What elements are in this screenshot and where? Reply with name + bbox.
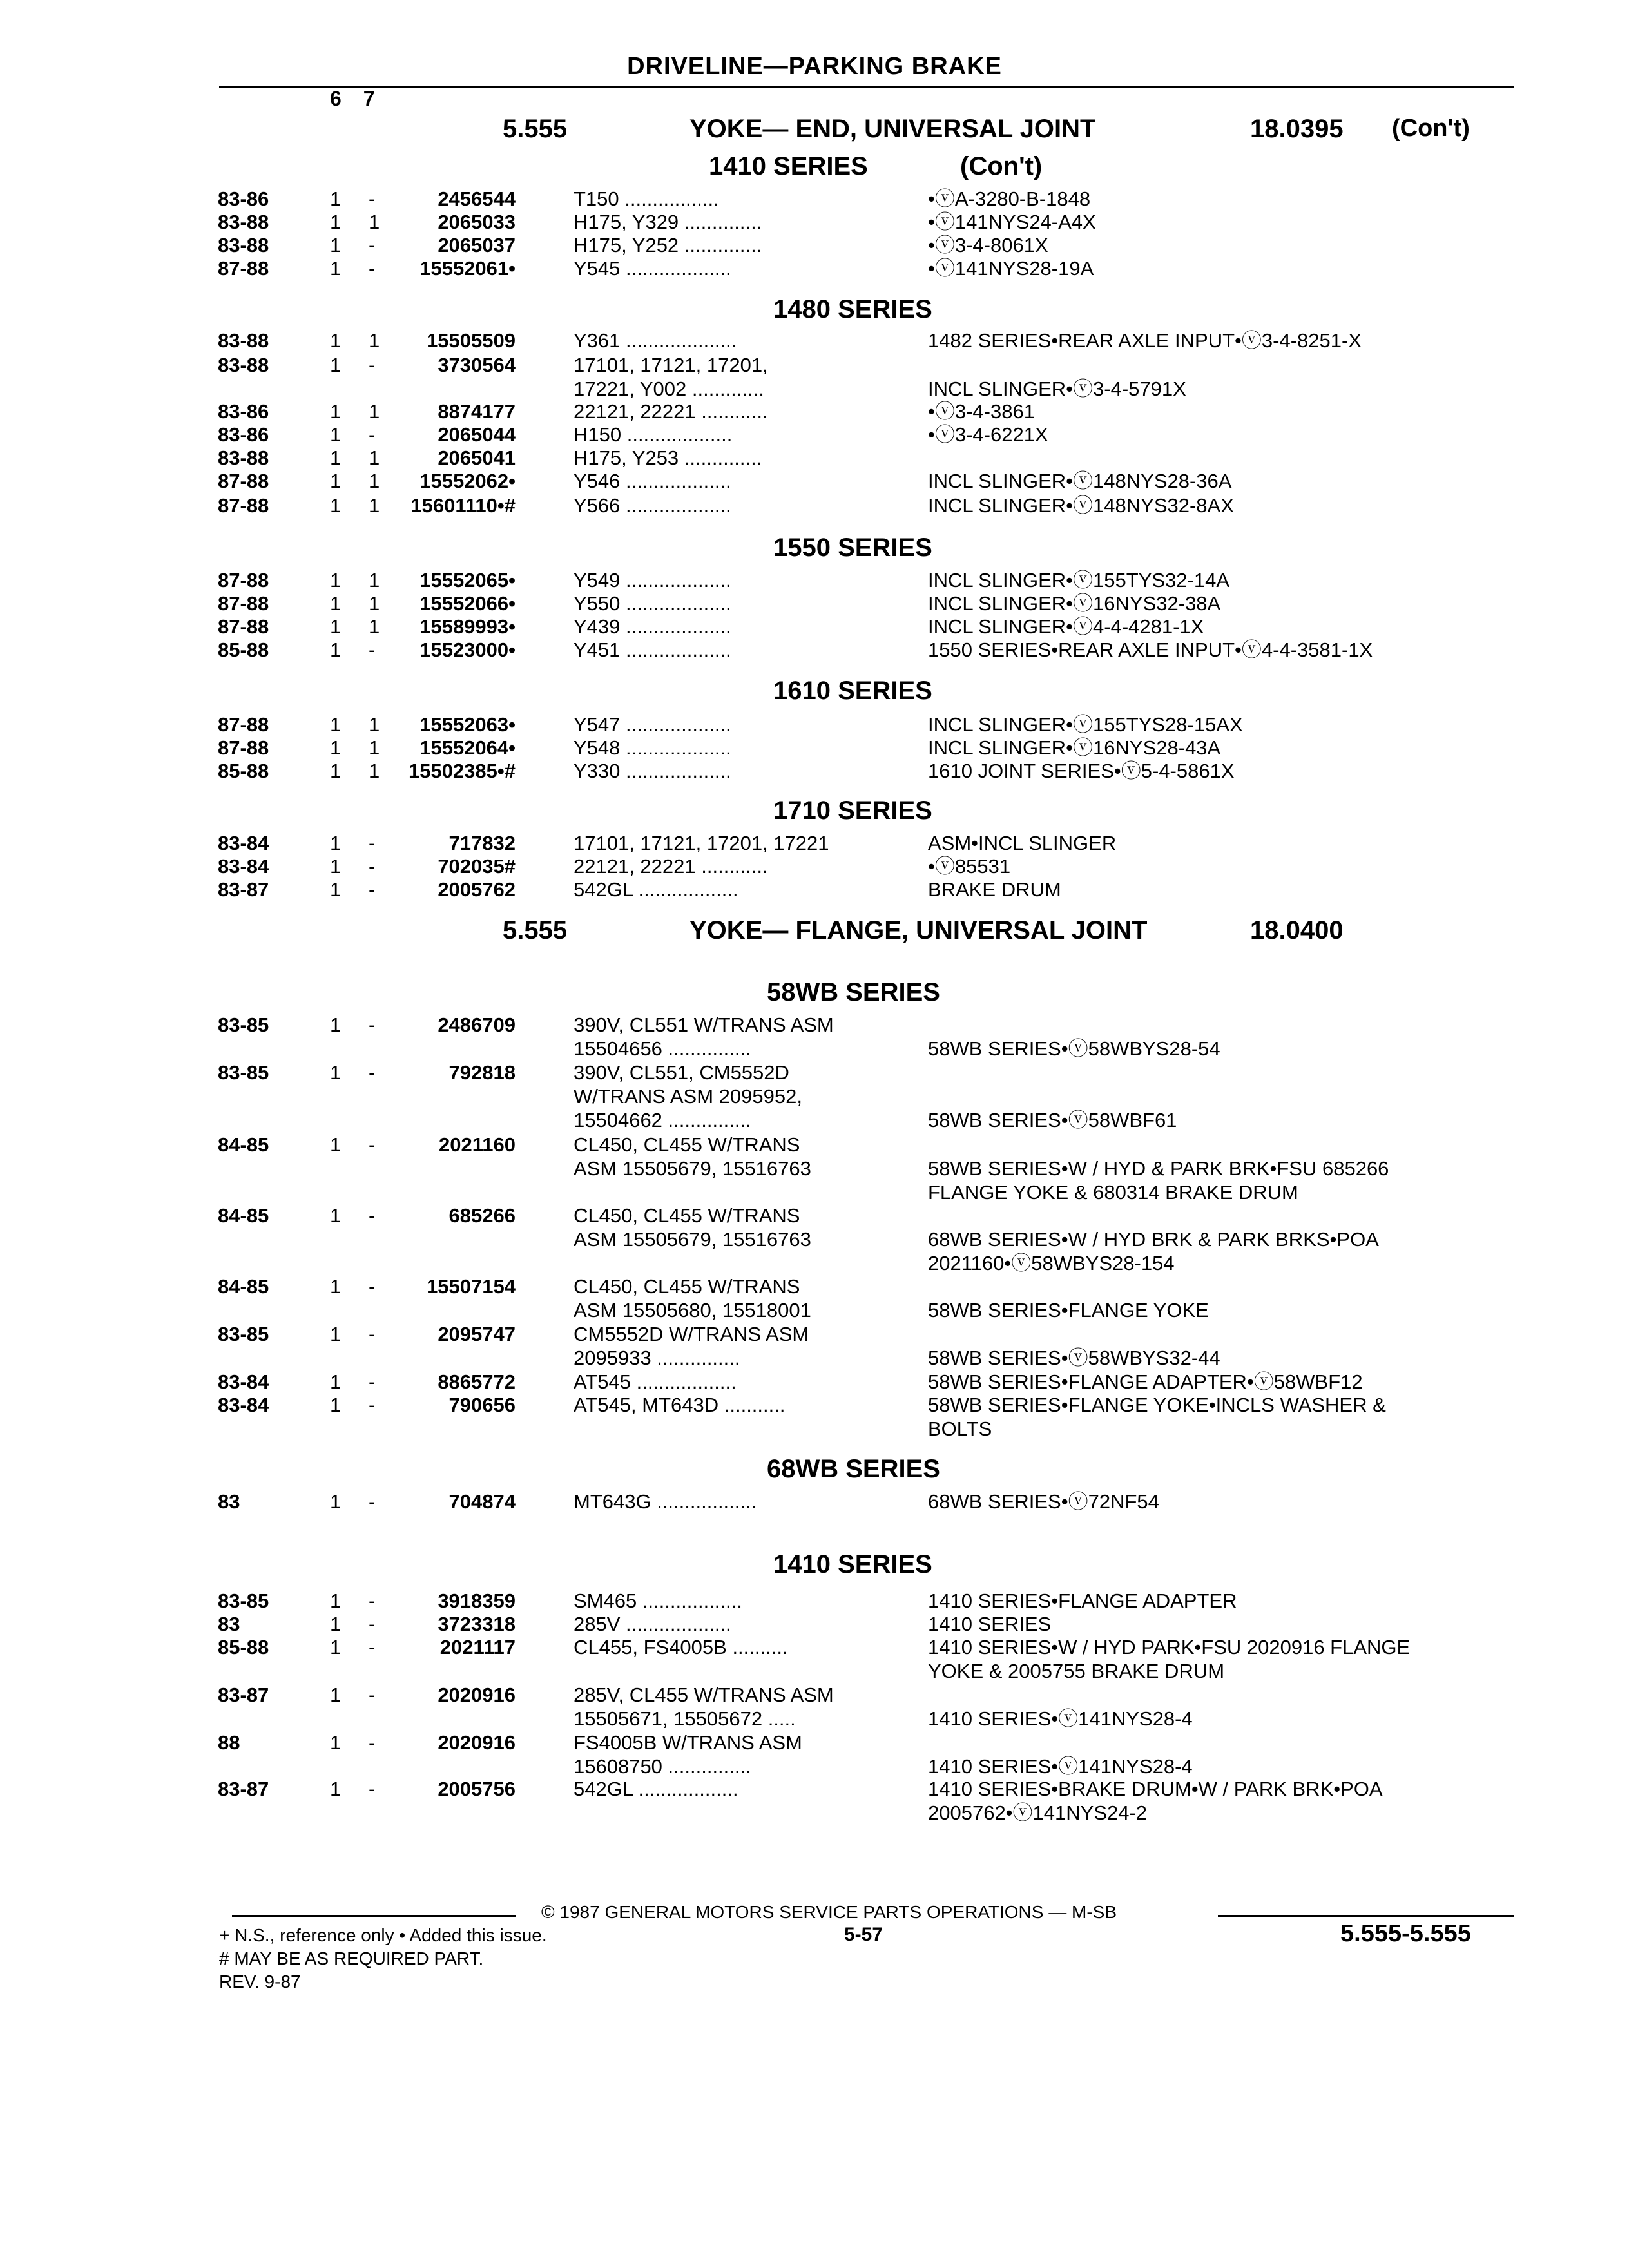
series-heading-1710 [773, 796, 1160, 829]
description: 58WB SERIES•W / HYD & PARK BRK•FSU 685266 FLANGE YOKE & 680314 BRAKE DRUM [928, 1157, 1389, 1204]
year-range: 83-87 [218, 1778, 269, 1800]
year-range: 88 [218, 1731, 240, 1754]
part-number: 717832 [448, 832, 516, 854]
year-range: 87-88 [218, 569, 269, 591]
qty-col-6: 1 [330, 423, 342, 446]
application: 17101, 17121, 17201, 17221 [574, 832, 829, 854]
group-name: YOKE— FLANGE, UNIVERSAL JOINT [689, 916, 1148, 945]
qty-col-7: - [369, 878, 376, 901]
description: 1410 SERIES•ⓥ141NYS28-4 [928, 1755, 1193, 1778]
part-number: 790656 [448, 1394, 516, 1416]
application: Y566 ................... [574, 494, 731, 517]
part-number: 2005762 [438, 878, 516, 901]
qty-col-7: 1 [369, 494, 380, 517]
application: FS4005B W/TRANS ASM 15608750 ............... [574, 1731, 802, 1778]
qty-col-7: 1 [369, 569, 380, 591]
qty-col-7: - [369, 1014, 376, 1036]
footnote-required: # MAY BE AS REQUIRED PART. [219, 1948, 484, 1968]
qty-col-6: 1 [330, 1204, 342, 1227]
qty-col-7: 1 [369, 713, 380, 736]
qty-col-7: - [369, 1394, 376, 1416]
group-number: 18.0395 [1250, 115, 1344, 143]
year-range: 83-84 [218, 832, 269, 854]
year-range: 84-85 [218, 1275, 269, 1298]
description: 58WB SERIES•ⓥ58WBF61 [928, 1109, 1177, 1131]
qty-col-6: 1 [330, 592, 342, 615]
part-number: 15589993• [419, 615, 516, 638]
part-number: 15502385•# [408, 760, 516, 782]
application: 17101, 17121, 17201, 17221, Y002 ............. [574, 354, 768, 400]
description: INCL SLINGER•ⓥ16NYS28-43A [928, 736, 1221, 759]
part-number: 8874177 [438, 400, 516, 423]
application: H150 ................... [574, 423, 733, 446]
qty-col-6: 1 [330, 1275, 342, 1298]
series-heading-1410-flange [773, 1550, 1160, 1582]
qty-col-6: 1 [330, 187, 342, 210]
series-name: 1410 SERIES [773, 1550, 932, 1579]
year-range: 87-88 [218, 615, 269, 638]
year-range: 83-84 [218, 1370, 269, 1393]
application: Y547 ................... [574, 713, 731, 736]
part-number: 2020916 [438, 1731, 516, 1754]
application: Y439 ................... [574, 615, 731, 638]
description: INCL SLINGER•ⓥ16NYS32-38A [928, 592, 1221, 615]
qty-col-7: - [369, 187, 376, 210]
year-range: 83-88 [218, 234, 269, 256]
year-range: 83-85 [218, 1014, 269, 1036]
description: •ⓥ141NYS24-A4X [928, 211, 1096, 233]
qty-col-7: 1 [369, 615, 380, 638]
continued-label: (Con't) [1392, 115, 1470, 142]
qty-col-7: - [369, 354, 376, 376]
continued-label: (Con't) [960, 152, 1043, 180]
part-number: 15552063• [419, 713, 516, 736]
qty-col-7: 1 [369, 592, 380, 615]
year-range: 83-88 [218, 211, 269, 233]
application: 22121, 22221 ............ [574, 855, 768, 878]
group-heading-flange-yoke [0, 916, 1629, 952]
series-name: 1410 SERIES [709, 152, 868, 180]
group-code: 5.555 [503, 115, 568, 143]
series-heading-1550 [773, 533, 1160, 566]
application: H175, Y252 .............. [574, 234, 762, 256]
description: 1410 SERIES [928, 1613, 1052, 1635]
qty-col-6: 1 [330, 211, 342, 233]
qty-col-6: 1 [330, 1590, 342, 1612]
year-range: 84-85 [218, 1133, 269, 1156]
qty-col-7: - [369, 1133, 376, 1156]
qty-col-6: 1 [330, 329, 342, 352]
qty-col-7: - [369, 1684, 376, 1706]
year-range: 83-86 [218, 400, 269, 423]
series-name: 68WB SERIES [767, 1455, 940, 1483]
application: CL450, CL455 W/TRANS ASM 15505679, 15516763 [574, 1133, 811, 1180]
qty-col-7: - [369, 1613, 376, 1635]
description: •ⓥA-3280-B-1848 [928, 187, 1091, 210]
qty-col-7: 1 [369, 470, 380, 492]
part-number: 2065041 [438, 447, 516, 469]
part-number: 3723318 [438, 1613, 516, 1635]
qty-col-7: - [369, 832, 376, 854]
year-range: 84-85 [218, 1204, 269, 1227]
qty-col-7: 1 [369, 447, 380, 469]
year-range: 83-87 [218, 1684, 269, 1706]
group-code: 5.555 [503, 916, 568, 945]
footnote-ns: + N.S., reference only • Added this issue. [219, 1925, 547, 1945]
series-heading-1610 [773, 677, 1160, 709]
qty-col-6: 1 [330, 257, 342, 280]
series-name: 1550 SERIES [773, 533, 932, 562]
year-range: 83 [218, 1613, 240, 1635]
part-number: 704874 [448, 1490, 516, 1513]
qty-col-7: - [369, 1636, 376, 1658]
description: INCL SLINGER•ⓥ3-4-5791X [928, 378, 1186, 400]
qty-col-7: - [369, 1323, 376, 1345]
column-numbers [330, 87, 397, 111]
series-heading-1480 [773, 295, 1160, 327]
qty-col-6: 1 [330, 878, 342, 901]
qty-col-6: 1 [330, 1490, 342, 1513]
page-title: DRIVELINE—PARKING BRAKE [627, 53, 1002, 80]
description: 68WB SERIES•W / HYD BRK & PARK BRKS•POA 2021160•ⓥ58WBYS28-154 [928, 1228, 1379, 1274]
col-7-label: 7 [363, 87, 375, 110]
application: H175, Y253 .............. [574, 447, 762, 469]
qty-col-6: 1 [330, 1323, 342, 1345]
part-number: 15552064• [419, 736, 516, 759]
col-6-label: 6 [330, 87, 342, 110]
application: T150 ................. [574, 187, 719, 210]
qty-col-6: 1 [330, 447, 342, 469]
part-number: 2065033 [438, 211, 516, 233]
application: Y361 .................... [574, 329, 737, 352]
footer-rule-right [1218, 1915, 1514, 1917]
group-heading-end-yoke [0, 115, 1629, 151]
application: CL455, FS4005B .......... [574, 1636, 788, 1658]
qty-col-6: 1 [330, 1370, 342, 1393]
description: INCL SLINGER•ⓥ148NYS32-8AX [928, 494, 1234, 517]
year-range: 87-88 [218, 592, 269, 615]
qty-col-6: 1 [330, 760, 342, 782]
series-name: 1710 SERIES [773, 796, 932, 825]
part-number: 8865772 [438, 1370, 516, 1393]
qty-col-7: - [369, 1061, 376, 1084]
qty-col-6: 1 [330, 639, 342, 661]
qty-col-6: 1 [330, 354, 342, 376]
series-name: 1610 SERIES [773, 677, 932, 705]
qty-col-6: 1 [330, 832, 342, 854]
part-number: 15601110•# [410, 494, 516, 517]
description: ASM•INCL SLINGER [928, 832, 1117, 854]
year-range: 83-86 [218, 187, 269, 210]
application: Y330 ................... [574, 760, 731, 782]
part-number: 2020916 [438, 1684, 516, 1706]
year-range: 83-88 [218, 447, 269, 469]
qty-col-7: 1 [369, 211, 380, 233]
qty-col-6: 1 [330, 400, 342, 423]
qty-col-6: 1 [330, 1061, 342, 1084]
part-number: 15552061• [419, 257, 516, 280]
description: INCL SLINGER•ⓥ148NYS28-36A [928, 470, 1232, 492]
description: •ⓥ3-4-3861 [928, 400, 1035, 423]
part-number: 2065044 [438, 423, 516, 446]
year-range: 83-85 [218, 1590, 269, 1612]
part-number: 2065037 [438, 234, 516, 256]
qty-col-7: - [369, 855, 376, 878]
qty-col-7: 1 [369, 329, 380, 352]
description: 58WB SERIES•FLANGE YOKE•INCLS WASHER & BOLTS [928, 1394, 1386, 1440]
qty-col-7: - [369, 1778, 376, 1800]
part-number: 702035# [438, 855, 516, 878]
qty-col-6: 1 [330, 234, 342, 256]
year-range: 83-88 [218, 329, 269, 352]
page-number: 5-57 [844, 1924, 883, 1945]
year-range: 87-88 [218, 736, 269, 759]
year-range: 83-87 [218, 878, 269, 901]
year-range: 87-88 [218, 470, 269, 492]
application: SM465 .................. [574, 1590, 742, 1612]
description: •ⓥ3-4-8061X [928, 234, 1048, 256]
year-range: 83-86 [218, 423, 269, 446]
part-number: 3918359 [438, 1590, 516, 1612]
qty-col-6: 1 [330, 713, 342, 736]
qty-col-7: - [369, 234, 376, 256]
part-number: 2486709 [438, 1014, 516, 1036]
year-range: 85-88 [218, 760, 269, 782]
description: 68WB SERIES•ⓥ72NF54 [928, 1490, 1159, 1513]
qty-col-6: 1 [330, 855, 342, 878]
year-range: 83-85 [218, 1323, 269, 1345]
qty-col-6: 1 [330, 1778, 342, 1800]
qty-col-6: 1 [330, 569, 342, 591]
application: CL450, CL455 W/TRANS ASM 15505679, 15516763 [574, 1204, 811, 1251]
part-number: 15552066• [419, 592, 516, 615]
part-number: 15505509 [427, 329, 516, 352]
part-number: 2021160 [439, 1133, 516, 1156]
qty-col-6: 1 [330, 1394, 342, 1416]
qty-col-6: 1 [330, 494, 342, 517]
qty-col-7: - [369, 1590, 376, 1612]
qty-col-6: 1 [330, 1636, 342, 1658]
qty-col-6: 1 [330, 1014, 342, 1036]
description: 58WB SERIES•FLANGE YOKE [928, 1299, 1209, 1321]
description: INCL SLINGER•ⓥ155TYS32-14A [928, 569, 1230, 591]
application: 390V, CL551 W/TRANS ASM 15504656 ............... [574, 1014, 834, 1060]
qty-col-7: - [369, 1490, 376, 1513]
qty-col-7: - [369, 1731, 376, 1754]
application: Y546 ................... [574, 470, 731, 492]
description: 58WB SERIES•ⓥ58WBYS32-44 [928, 1347, 1220, 1369]
part-number: 15552065• [419, 569, 516, 591]
description: 1410 SERIES•FLANGE ADAPTER [928, 1590, 1237, 1612]
application: 390V, CL551, CM5552D W/TRANS ASM 2095952, 15504662 ............... [574, 1061, 802, 1131]
series-name: 58WB SERIES [767, 978, 940, 1006]
part-number: 3730564 [438, 354, 516, 376]
series-heading-1410 [709, 152, 1095, 184]
part-number: 2095747 [438, 1323, 516, 1345]
year-range: 83-84 [218, 855, 269, 878]
qty-col-7: - [369, 423, 376, 446]
series-heading-58wb [767, 978, 1153, 1010]
qty-col-6: 1 [330, 1133, 342, 1156]
qty-col-7: - [369, 257, 376, 280]
description: 1410 SERIES•BRAKE DRUM•W / PARK BRK•POA 2005762•ⓥ141NYS24-2 [928, 1778, 1383, 1824]
application: 542GL .................. [574, 878, 738, 901]
application: 285V, CL455 W/TRANS ASM 15505671, 15505672 ..... [574, 1684, 834, 1730]
qty-col-6: 1 [330, 470, 342, 492]
header-rule [219, 86, 1514, 88]
part-number: 15507154 [427, 1275, 516, 1298]
application: CM5552D W/TRANS ASM 2095933 ............... [574, 1323, 809, 1369]
part-number: 15552062• [419, 470, 516, 492]
description: 1410 SERIES•W / HYD PARK•FSU 2020916 FLANGE YOKE & 2005755 BRAKE DRUM [928, 1636, 1411, 1682]
footer-rule-left [232, 1915, 516, 1917]
description: 1610 JOINT SERIES•ⓥ5-4-5861X [928, 760, 1235, 782]
description: 1482 SERIES•REAR AXLE INPUT•ⓥ3-4-8251-X [928, 329, 1362, 352]
application: 285V ................... [574, 1613, 731, 1635]
qty-col-6: 1 [330, 615, 342, 638]
qty-col-6: 1 [330, 1613, 342, 1635]
qty-col-7: 1 [369, 736, 380, 759]
application: Y549 ................... [574, 569, 731, 591]
series-heading-68wb [767, 1455, 1153, 1487]
qty-col-7: - [369, 1370, 376, 1393]
application: CL450, CL455 W/TRANS ASM 15505680, 15518001 [574, 1275, 811, 1321]
description: 58WB SERIES•ⓥ58WBYS28-54 [928, 1037, 1220, 1060]
application: Y548 ................... [574, 736, 731, 759]
application: 542GL .................. [574, 1778, 738, 1800]
qty-col-7: - [369, 1275, 376, 1298]
revision-note: REV. 9-87 [219, 1972, 301, 1992]
part-number: 2005756 [438, 1778, 516, 1800]
description: •ⓥ85531 [928, 855, 1011, 878]
description: •ⓥ141NYS28-19A [928, 257, 1094, 280]
description: INCL SLINGER•ⓥ155TYS28-15AX [928, 713, 1243, 736]
series-name: 1480 SERIES [773, 295, 932, 323]
year-range: 83 [218, 1490, 240, 1513]
year-range: 87-88 [218, 257, 269, 280]
application: Y451 ................... [574, 639, 731, 661]
qty-col-6: 1 [330, 1731, 342, 1754]
description: BRAKE DRUM [928, 878, 1061, 901]
year-range: 85-88 [218, 1636, 269, 1658]
year-range: 87-88 [218, 494, 269, 517]
description: 58WB SERIES•FLANGE ADAPTER•ⓥ58WBF12 [928, 1370, 1363, 1393]
application: AT545 .................. [574, 1370, 737, 1393]
description: INCL SLINGER•ⓥ4-4-4281-1X [928, 615, 1204, 638]
application: AT545, MT643D ........... [574, 1394, 786, 1416]
part-number: 792818 [448, 1061, 516, 1084]
qty-col-6: 1 [330, 1684, 342, 1706]
copyright-text: © 1987 GENERAL MOTORS SERVICE PARTS OPERATIONS — M-SB [541, 1902, 1117, 1922]
year-range: 83-88 [218, 354, 269, 376]
section-range: 5.555-5.555 [1340, 1920, 1471, 1947]
application: H175, Y329 .............. [574, 211, 762, 233]
application: Y550 ................... [574, 592, 731, 615]
part-number: 2021117 [439, 1636, 516, 1658]
year-range: 85-88 [218, 639, 269, 661]
year-range: 83-84 [218, 1394, 269, 1416]
qty-col-7: 1 [369, 400, 380, 423]
part-number: 2456544 [438, 187, 516, 210]
qty-col-7: - [369, 1204, 376, 1227]
application: 22121, 22221 ............ [574, 400, 768, 423]
qty-col-6: 1 [330, 736, 342, 759]
year-range: 87-88 [218, 713, 269, 736]
group-number: 18.0400 [1250, 916, 1344, 945]
group-name: YOKE— END, UNIVERSAL JOINT [689, 115, 1096, 143]
application: MT643G .................. [574, 1490, 757, 1513]
description: 1550 SERIES•REAR AXLE INPUT•ⓥ4-4-3581-1X [928, 639, 1373, 661]
part-number: 685266 [448, 1204, 516, 1227]
description: •ⓥ3-4-6221X [928, 423, 1048, 446]
part-number: 15523000• [419, 639, 516, 661]
qty-col-7: - [369, 639, 376, 661]
application: Y545 ................... [574, 257, 731, 280]
description: 1410 SERIES•ⓥ141NYS28-4 [928, 1707, 1193, 1730]
qty-col-7: 1 [369, 760, 380, 782]
year-range: 83-85 [218, 1061, 269, 1084]
